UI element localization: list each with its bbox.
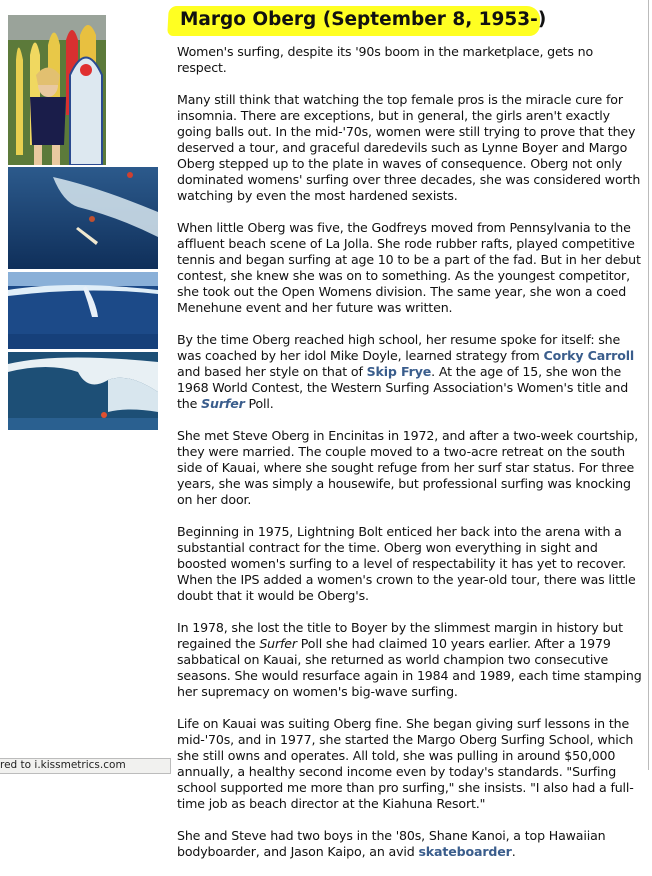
- paragraph-text: She and Steve had two boys in the '80s, Shane Kanoi, a top Hawaiian bodyboarder, and Jason Kaipo, an avid: [177, 828, 606, 859]
- paragraph-text: Poll she had claimed 10 years earlier. After a 1979 sabbatical on Kauai, she returned as world champion two consecutive seasons. She would resurface again in 1984 and 1989, each time stamping her supremacy on women's big-wave surfing.: [177, 636, 642, 699]
- paragraph-surf-school: [177, 716, 645, 812]
- link-corky-carroll[interactable]: Corky Carroll: [543, 348, 635, 363]
- article-body: [177, 44, 645, 876]
- paragraph-reputation: [177, 92, 645, 204]
- paragraph-titles: [177, 620, 645, 700]
- photo-oberg-with-surfboards: [8, 15, 106, 165]
- link-skip-frye[interactable]: Skip Frye: [366, 364, 432, 379]
- browser-status-bar: red to i.kissmetrics.com: [0, 758, 171, 774]
- paragraph-text: By the time Oberg reached high school, her resume spoke for itself: she was coached by her idol Mike Doyle, learned strategy from: [177, 332, 621, 363]
- paragraph-family: [177, 828, 645, 860]
- paragraph-text: She met Steve Oberg in Encinitas in 1972, and after a two-week courtship, they were married. The couple moved to a two-acre retreat on the south side of Kauai, where she sought refuge from her surf star status. For three years, she was simply a housewife, but professional surfing was knocking on her door.: [177, 428, 639, 507]
- link-surfer[interactable]: Surfer: [201, 396, 245, 411]
- page-right-border: [648, 0, 649, 770]
- paragraph-text: .: [511, 844, 516, 859]
- paragraph-text: and based her style on that of: [177, 364, 367, 379]
- paragraph-childhood: [177, 220, 645, 316]
- paragraph-marriage: [177, 428, 645, 508]
- surfer-magazine-name: Surfer: [259, 636, 297, 651]
- photo-surfing-wave-2: [8, 272, 158, 349]
- paragraph-text: In 1978, she lost the title to Boyer by the slimmest margin in history but regained the: [177, 620, 623, 651]
- paragraph-text: Beginning in 1975, Lightning Bolt enticed her back into the arena with a substantial contract for the time. Oberg won everything in sight and boosted women's surfing to a level of respectability it has yet to recover. When the IPS added a women's crown to the year-old tour, there was little doubt that it would be Oberg's.: [177, 524, 636, 603]
- link-skateboarder[interactable]: skateboarder: [418, 844, 512, 859]
- photo-surfing-wave-3: [8, 352, 158, 430]
- paragraph-intro: [177, 44, 645, 76]
- photo-surfing-wave-1: [8, 167, 158, 269]
- paragraph-text: . At the age of 15, she won the 1968 World Contest, the Western Surfing Association's Women's title and the: [177, 364, 629, 411]
- paragraph-text: Poll.: [244, 396, 274, 411]
- paragraph-text: Life on Kauai was suiting Oberg fine. She began giving surf lessons in the mid-'70s, and in 1977, she started the Margo Oberg Surfing School, which she still owns and operates. All told, she was pulling in around $50,000 annually, a healthy second income even by today's standards. "Surfing school supported me more than pro surfing," she insists. "I also had a full-time job as beach director at the Kiahuna Resort.": [177, 716, 634, 811]
- paragraph-text: Women's surfing, despite its '90s boom in the marketplace, gets no respect.: [177, 44, 594, 75]
- paragraph-text: Many still think that watching the top female pros is the miracle cure for insomnia. There are exceptions, but in general, the girls aren't exactly going balls out. In the mid-'70s, women were still trying to prove that they deserved a tour, and graceful daredevils such as Lynne Boyer and Margo Oberg stepped up to the plate in waves of consequence. Oberg not only dominated womens' surfing over three decades, she was considered worth watching by even the most hardened sexists.: [177, 92, 641, 203]
- paragraph-comeback: [177, 524, 645, 604]
- page-title: Margo Oberg (September 8, 1953-): [180, 9, 547, 30]
- paragraph-text: When little Oberg was five, the Godfreys moved from Pennsylvania to the affluent beach scene of La Jolla. She rode rubber rafts, played competitive tennis and began surfing at age 10 to be a part of the fad. But in her debut contest, she knew she was on to something. As the youngest competitor, she took out the Open Womens division. The same year, she won a coed Menehune event and her future was written.: [177, 220, 641, 315]
- paragraph-high-school: [177, 332, 645, 412]
